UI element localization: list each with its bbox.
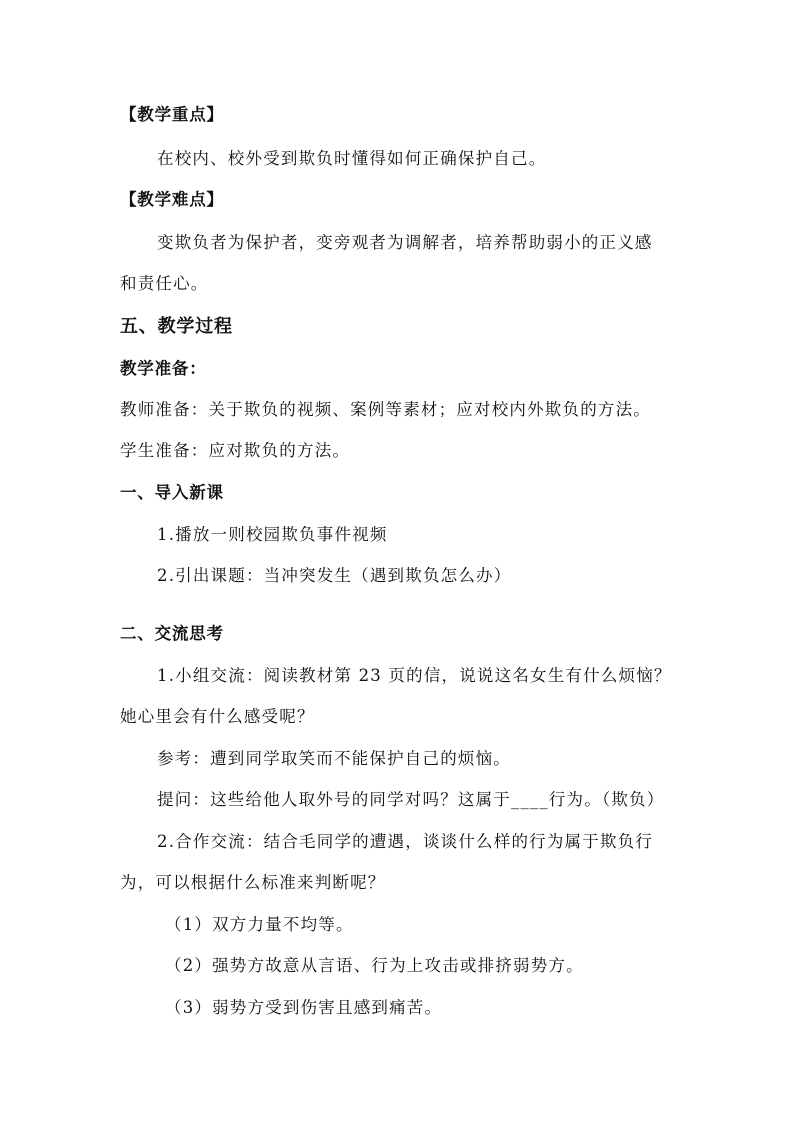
difficulty-text-line-2: 和责任心。 [120, 274, 209, 293]
criteria-item: （2）强势方故意从言语、行为上攻击或排挤弱势方。 [165, 956, 584, 975]
part2-reference: 参考：遭到同学取笑而不能保护自己的烦恼。 [157, 749, 511, 768]
part2-question: 提问：这些给他人取外号的同学对吗？这属于____行为。（欺负） [157, 790, 665, 809]
part2-heading: 二、交流思考 [120, 624, 224, 643]
criteria-item: （1）双方力量不均等。 [165, 915, 354, 934]
part1-item-1: 1.播放一则校园欺负事件视频 [157, 525, 388, 544]
prep-heading: 教学准备： [120, 359, 207, 378]
part1-item-2: 2.引出课题：当冲突发生（遇到欺负怎么办） [157, 566, 512, 585]
part1-heading: 一、导入新课 [120, 483, 224, 502]
difficulty-text-line-1: 变欺负者为保护者，变旁观者为调解者，培养帮助弱小的正义感 [157, 233, 653, 252]
criteria-item: （3）弱势方受到伤害且感到痛苦。 [165, 998, 443, 1017]
student-prep: 学生准备：应对欺负的方法。 [120, 441, 351, 460]
part2-item-1-line-1: 1.小组交流：阅读教材第 23 页的信，说说这名女生有什么烦恼？ [157, 666, 672, 685]
difficulty-heading: 【教学难点】 [120, 190, 224, 209]
key-point-text: 在校内、校外受到欺负时懂得如何正确保护自己。 [157, 149, 547, 168]
part2-item-2-line-1: 2.合作交流：结合毛同学的遭遇，谈谈什么样的行为属于欺负行 [157, 832, 654, 851]
process-heading: 五、教学过程 [120, 316, 233, 337]
part2-item-2-line-2: 为，可以根据什么标准来判断呢？ [120, 873, 386, 892]
teacher-prep: 教师准备：关于欺负的视频、案例等素材；应对校内外欺负的方法。 [120, 400, 651, 419]
key-point-heading: 【教学重点】 [120, 105, 224, 124]
part2-item-1-line-2: 她心里会有什么感受呢？ [120, 707, 315, 726]
